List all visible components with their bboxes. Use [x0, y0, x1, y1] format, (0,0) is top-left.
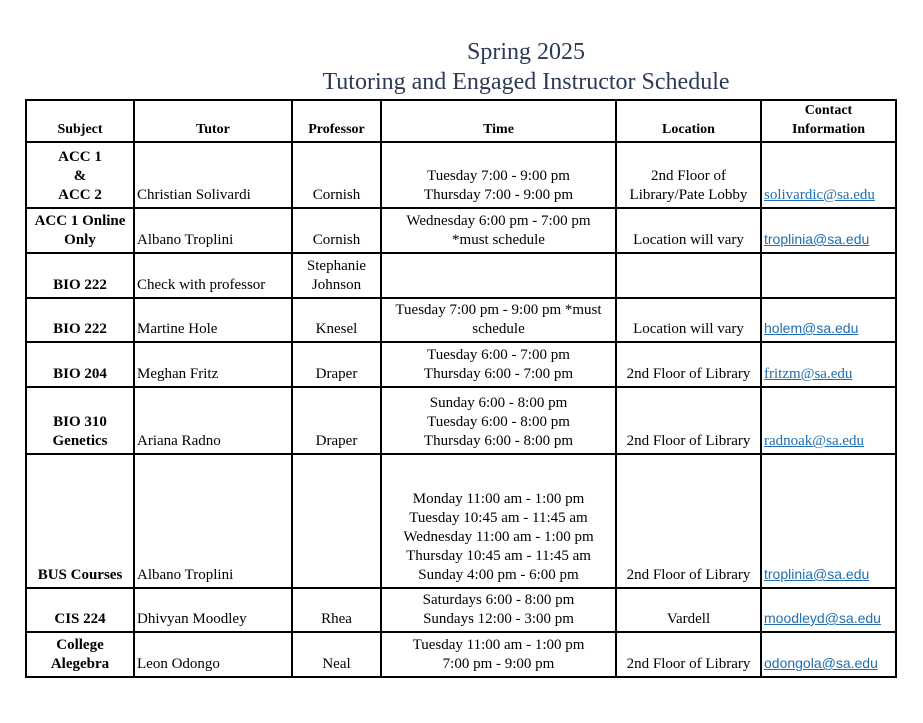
tutor-cell: Meghan Fritz — [134, 342, 292, 387]
time-cell — [381, 588, 616, 632]
location-line: Library/Pate Lobby — [629, 187, 748, 203]
time-cell — [381, 387, 616, 454]
professor-line: Rhea — [321, 611, 352, 627]
subject-line: Only — [64, 232, 96, 248]
location-cell — [616, 142, 761, 208]
time-line: Tuesday 7:00 - 9:00 pm — [427, 168, 570, 184]
time-cell — [381, 253, 616, 298]
professor-line: Neal — [322, 656, 351, 672]
time-line: Thursday 6:00 - 7:00 pm — [423, 366, 574, 382]
subject-cell — [26, 588, 134, 632]
page-title: Spring 2025 — [466, 39, 585, 65]
subject-line: ACC 2 — [58, 187, 102, 203]
header-time: Time — [381, 100, 616, 142]
subject-cell — [26, 387, 134, 454]
subject-line: BIO 310 — [53, 414, 107, 430]
location-cell — [616, 298, 761, 342]
location-line: 2nd Floor of Library — [626, 433, 751, 449]
email-link[interactable]: odongola@sa.edu — [764, 655, 878, 671]
schedule-table — [25, 99, 897, 678]
location-cell — [616, 387, 761, 454]
subject-cell — [26, 632, 134, 677]
header-location: Location — [616, 100, 761, 142]
subject-line: BUS Courses — [37, 567, 123, 583]
location-line: 2nd Floor of Library — [626, 366, 751, 382]
time-cell — [381, 342, 616, 387]
page-subtitle: Tutoring and Engaged Instructor Schedule — [322, 69, 730, 95]
time-line: Tuesday 6:00 - 7:00 pm — [427, 347, 570, 363]
subject-cell — [26, 142, 134, 208]
time-line: Tuesday 7:00 pm - 9:00 pm *must — [395, 302, 602, 318]
tutor-cell: Leon Odongo — [134, 632, 292, 677]
subject-cell — [26, 454, 134, 588]
tutor-cell: Christian Solivardi — [134, 142, 292, 208]
email-link[interactable]: holem@sa.edu — [764, 320, 859, 336]
professor-cell — [292, 298, 381, 342]
professor-line: Draper — [315, 433, 358, 449]
professor-cell — [292, 208, 381, 253]
time-line: Thursday 7:00 - 9:00 pm — [423, 187, 574, 203]
time-line: *must schedule — [452, 232, 545, 248]
table-row — [26, 387, 896, 454]
professor-cell — [292, 454, 381, 588]
header-professor: Professor — [292, 100, 381, 142]
table-row — [26, 142, 896, 208]
subject-line: Alegebra — [50, 656, 110, 672]
time-line: Monday 11:00 am - 1:00 pm — [412, 491, 585, 507]
location-cell — [616, 208, 761, 253]
table-row — [26, 454, 896, 588]
time-cell — [381, 142, 616, 208]
professor-line: Cornish — [312, 232, 361, 248]
contact-cell — [761, 387, 896, 454]
header-contact — [761, 100, 896, 142]
contact-cell — [761, 208, 896, 253]
time-line: schedule — [472, 321, 525, 337]
subject-line: & — [73, 168, 87, 184]
tutor-cell: Albano Troplini — [134, 208, 292, 253]
time-line: Thursday 10:45 am - 11:45 am — [406, 548, 591, 564]
time-line: Wednesday 11:00 am - 1:00 pm — [403, 529, 594, 545]
location-line: Location will vary — [633, 321, 744, 337]
professor-line: Draper — [315, 366, 358, 382]
contact-cell — [761, 632, 896, 677]
tutor-cell: Albano Troplini — [134, 454, 292, 588]
location-line: 2nd Floor of Library — [626, 567, 751, 583]
header-row — [26, 100, 896, 142]
professor-line: Stephanie — [306, 258, 367, 274]
professor-line: Cornish — [312, 187, 361, 203]
time-cell — [381, 298, 616, 342]
time-cell — [381, 208, 616, 253]
header-tutor: Tutor — [134, 100, 292, 142]
location-line: 2nd Floor of — [651, 168, 726, 184]
table-row — [26, 342, 896, 387]
professor-cell — [292, 253, 381, 298]
email-link[interactable]: radnoak@sa.edu — [764, 433, 865, 449]
subject-line: CIS 224 — [54, 611, 106, 627]
subject-cell — [26, 253, 134, 298]
time-line: Tuesday 6:00 - 8:00 pm — [427, 414, 570, 430]
tutor-cell: Dhivyan Moodley — [134, 588, 292, 632]
header-contact-line2: Information — [791, 122, 866, 137]
contact-cell — [761, 253, 896, 298]
professor-cell — [292, 588, 381, 632]
table-row — [26, 253, 896, 298]
time-cell — [381, 454, 616, 588]
subject-line: College — [56, 637, 104, 653]
time-line: Thursday 6:00 - 8:00 pm — [423, 433, 574, 449]
professor-cell — [292, 387, 381, 454]
tutor-cell: Ariana Radno — [134, 387, 292, 454]
subject-line: BIO 222 — [53, 321, 107, 337]
time-cell — [381, 632, 616, 677]
time-line: Tuesday 11:00 am - 1:00 pm — [412, 637, 585, 653]
tutor-cell: Check with professor — [134, 253, 292, 298]
time-line: Sundays 12:00 - 3:00 pm — [423, 611, 574, 627]
email-link[interactable]: solivardic@sa.edu — [764, 187, 875, 203]
time-line: 7:00 pm - 9:00 pm — [442, 656, 555, 672]
contact-cell — [761, 298, 896, 342]
subject-line: Genetics — [52, 433, 108, 449]
professor-cell — [292, 142, 381, 208]
subject-cell — [26, 298, 134, 342]
location-cell — [616, 253, 761, 298]
subject-line: BIO 222 — [53, 277, 107, 293]
professor-line: Knesel — [315, 321, 358, 337]
professor-line: Johnson — [311, 277, 362, 293]
email-link[interactable]: troplinia@sa.edu — [764, 566, 870, 582]
time-line: Saturdays 6:00 - 8:00 pm — [422, 592, 575, 608]
table-row — [26, 632, 896, 677]
location-cell — [616, 342, 761, 387]
location-line: 2nd Floor of Library — [626, 656, 751, 672]
table-row — [26, 298, 896, 342]
table-row — [26, 208, 896, 253]
subject-cell — [26, 208, 134, 253]
contact-cell — [761, 142, 896, 208]
email-link[interactable]: troplinia@sa.edu — [764, 231, 870, 247]
contact-cell — [761, 588, 896, 632]
table-row — [26, 588, 896, 632]
contact-cell — [761, 454, 896, 588]
time-line: Sunday 4:00 pm - 6:00 pm — [418, 567, 579, 583]
time-line: Wednesday 6:00 pm - 7:00 pm — [406, 213, 591, 229]
subject-line: ACC 1 Online — [34, 213, 126, 229]
subject-line: ACC 1 — [58, 149, 102, 165]
tutor-cell: Martine Hole — [134, 298, 292, 342]
location-cell — [616, 454, 761, 588]
time-line: Tuesday 10:45 am - 11:45 am — [409, 510, 588, 526]
location-cell — [616, 588, 761, 632]
header-contact-line1: Contact — [804, 103, 853, 118]
subject-cell — [26, 342, 134, 387]
location-line: Vardell — [666, 611, 711, 627]
professor-cell — [292, 632, 381, 677]
location-line: Location will vary — [633, 232, 744, 248]
email-link[interactable]: moodleyd@sa.edu — [764, 610, 881, 626]
time-line: Sunday 6:00 - 8:00 pm — [429, 395, 568, 411]
email-link[interactable]: fritzm@sa.edu — [764, 366, 853, 382]
contact-cell — [761, 342, 896, 387]
location-cell — [616, 632, 761, 677]
professor-cell — [292, 342, 381, 387]
subject-line: BIO 204 — [53, 366, 107, 382]
header-subject: Subject — [26, 100, 134, 142]
